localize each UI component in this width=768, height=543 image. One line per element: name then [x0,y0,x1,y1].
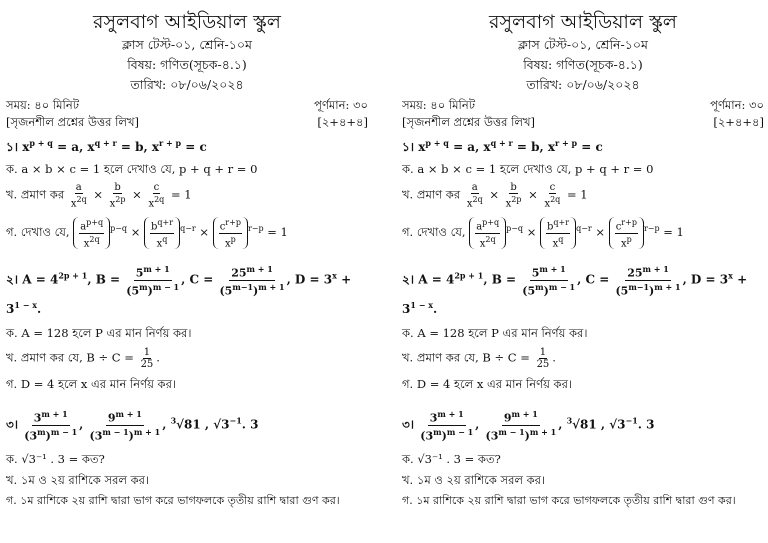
q3-ga: গ. ১ম রাশিকে ২য় রাশি দ্বারা ভাগ করে ভাগফলকে তৃতীয় রাশি দ্বারা গুণ কর। [6,493,340,507]
q3-ka: ক. √3⁻¹ . 3 = কত? [402,451,501,466]
q2-ka: ক. A = 128 হলে P এর মান নির্ণয় কর। [402,326,588,341]
q1-stem: ১। $x^{p + q} = a$, $x^{q + r} = b$, $x^{r + p} = c$ [6,138,207,154]
q1-ga: গ. দেখাও যে, $\frac{a^{p+q}}{x^{2q}}$ $^{p-q}$ × $\frac{b^{q+r}}{x^q}$ $^{q-r}$ × $\frac{c^{r+p}}{x^p}$ $^{r-p}$ = 1 [6,218,288,249]
q2-kha: খ. প্রমাণ কর যে, B ÷ C = $\frac{1}{25}$ . [6,347,160,371]
q2-ga: গ. D = 4 হলে x এর মান নির্ণয় কর। [6,377,177,392]
subject-line: বিষয়: গণিত(সূচক-৪.১) [127,57,247,72]
school-name: রসুলবাগ আইডিয়াল স্কুল [489,11,677,33]
q1-ga: গ. দেখাও যে, $\frac{a^{p+q}}{x^{2q}}$ $^{p-q}$ × $\frac{b^{q+r}}{x^q}$ $^{q-r}$ × $\frac{c^{r+p}}{x^p}$ $^{r-p}$ = 1 [402,218,684,249]
q3-kha: খ. ১ম ও ২য় রাশিকে সরল কর। [6,472,150,487]
full-marks-text: পূর্ণমান: ৩০ [314,98,368,112]
full-marks-text: পূর্ণমান: ৩০ [710,98,764,112]
class-test-line: ক্লাস টেস্ট-০১, শ্রেনি-১০ম [122,37,252,52]
q3-kha: খ. ১ম ও ২য় রাশিকে সরল কর। [402,472,546,487]
instruction-row [402,114,764,131]
school-name: রসুলবাগ আইডিয়াল স্কুল [93,11,281,33]
marks-split-text: [২+৪+৪] [317,115,368,129]
q1-stem: ১। $x^{p + q} = a$, $x^{q + r} = b$, $x^{r + p} = c$ [402,138,603,154]
q3-ga: গ. ১ম রাশিকে ২য় রাশি দ্বারা ভাগ করে ভাগফলকে তৃতীয় রাশি দ্বারা গুণ কর। [402,493,736,507]
q1-kha: খ. প্রমাণ কর $\frac{a}{x^{2q}}$ × $\frac{b}{x^{2p}}$ × $\frac{c}{x^{2q}}$ = 1 [402,182,588,210]
date-line: তারিখ: ০৮/০৬/২০২৪ [130,77,244,92]
instruction-text: [সৃজনশীল প্রশ্নের উত্তর লিখ] [6,115,140,129]
left-copy [6,10,368,509]
q2-ga: গ. D = 4 হলে x এর মান নির্ণয় কর। [402,377,573,392]
q3-stem: ৩। $\frac{3^{m + 1}}{(3^m)^{m - 1}}$ , $\frac{9^{m + 1}}{(3^{m - 1})^{m + 1}}$ , $^3$√81 , $√3^{-1}$. 3 [402,409,655,443]
q3-ka: ক. √3⁻¹ . 3 = কত? [6,451,105,466]
q2-ka: ক. A = 128 হলে P এর মান নির্ণয় কর। [6,326,192,341]
time-marks-row [6,97,368,114]
instruction-row [6,114,368,131]
q2-kha: খ. প্রমাণ কর যে, B ÷ C = $\frac{1}{25}$ . [402,347,556,371]
subject-line: বিষয়: গণিত(সূচক-৪.১) [523,57,643,72]
class-test-line: ক্লাস টেস্ট-০১, শ্রেনি-১০ম [518,37,648,52]
instruction-text: [সৃজনশীল প্রশ্নের উত্তর লিখ] [402,115,536,129]
q1-ka: ক. a × b × c = 1 হলে দেখাও যে, p + q + r = 0 [6,162,258,176]
right-copy [402,10,764,509]
time-marks-row [402,97,764,114]
q1-ka: ক. a × b × c = 1 হলে দেখাও যে, p + q + r = 0 [402,162,654,176]
time-text: সময়: ৪০ মিনিট [402,98,475,112]
q2-stem: ২। $A = 4^{2p + 1}$, B = $\frac{5^{m + 1}}{(5^m)^{m - 1}}$ , C = $\frac{25^{m + 1}}{(5^{m-1})^{m + 1}}$ , $D = 3^x + 3^{1 - x}$. [6,263,352,317]
q2-stem: ২। $A = 4^{2p + 1}$, B = $\frac{5^{m + 1}}{(5^m)^{m - 1}}$ , C = $\frac{25^{m + 1}}{(5^{m-1})^{m + 1}}$ , $D = 3^x + 3^{1 - x}$. [402,263,748,317]
q3-stem: ৩। $\frac{3^{m + 1}}{(3^m)^{m - 1}}$ , $\frac{9^{m + 1}}{(3^{m - 1})^{m + 1}}$ , $^3$√81 , $√3^{-1}$. 3 [6,409,259,443]
marks-split-text: [২+৪+৪] [713,115,764,129]
time-text: সময়: ৪০ মিনিট [6,98,79,112]
date-line: তারিখ: ০৮/০৬/২০২৪ [526,77,640,92]
q1-kha: খ. প্রমাণ কর $\frac{a}{x^{2q}}$ × $\frac{b}{x^{2p}}$ × $\frac{c}{x^{2q}}$ = 1 [6,182,192,210]
